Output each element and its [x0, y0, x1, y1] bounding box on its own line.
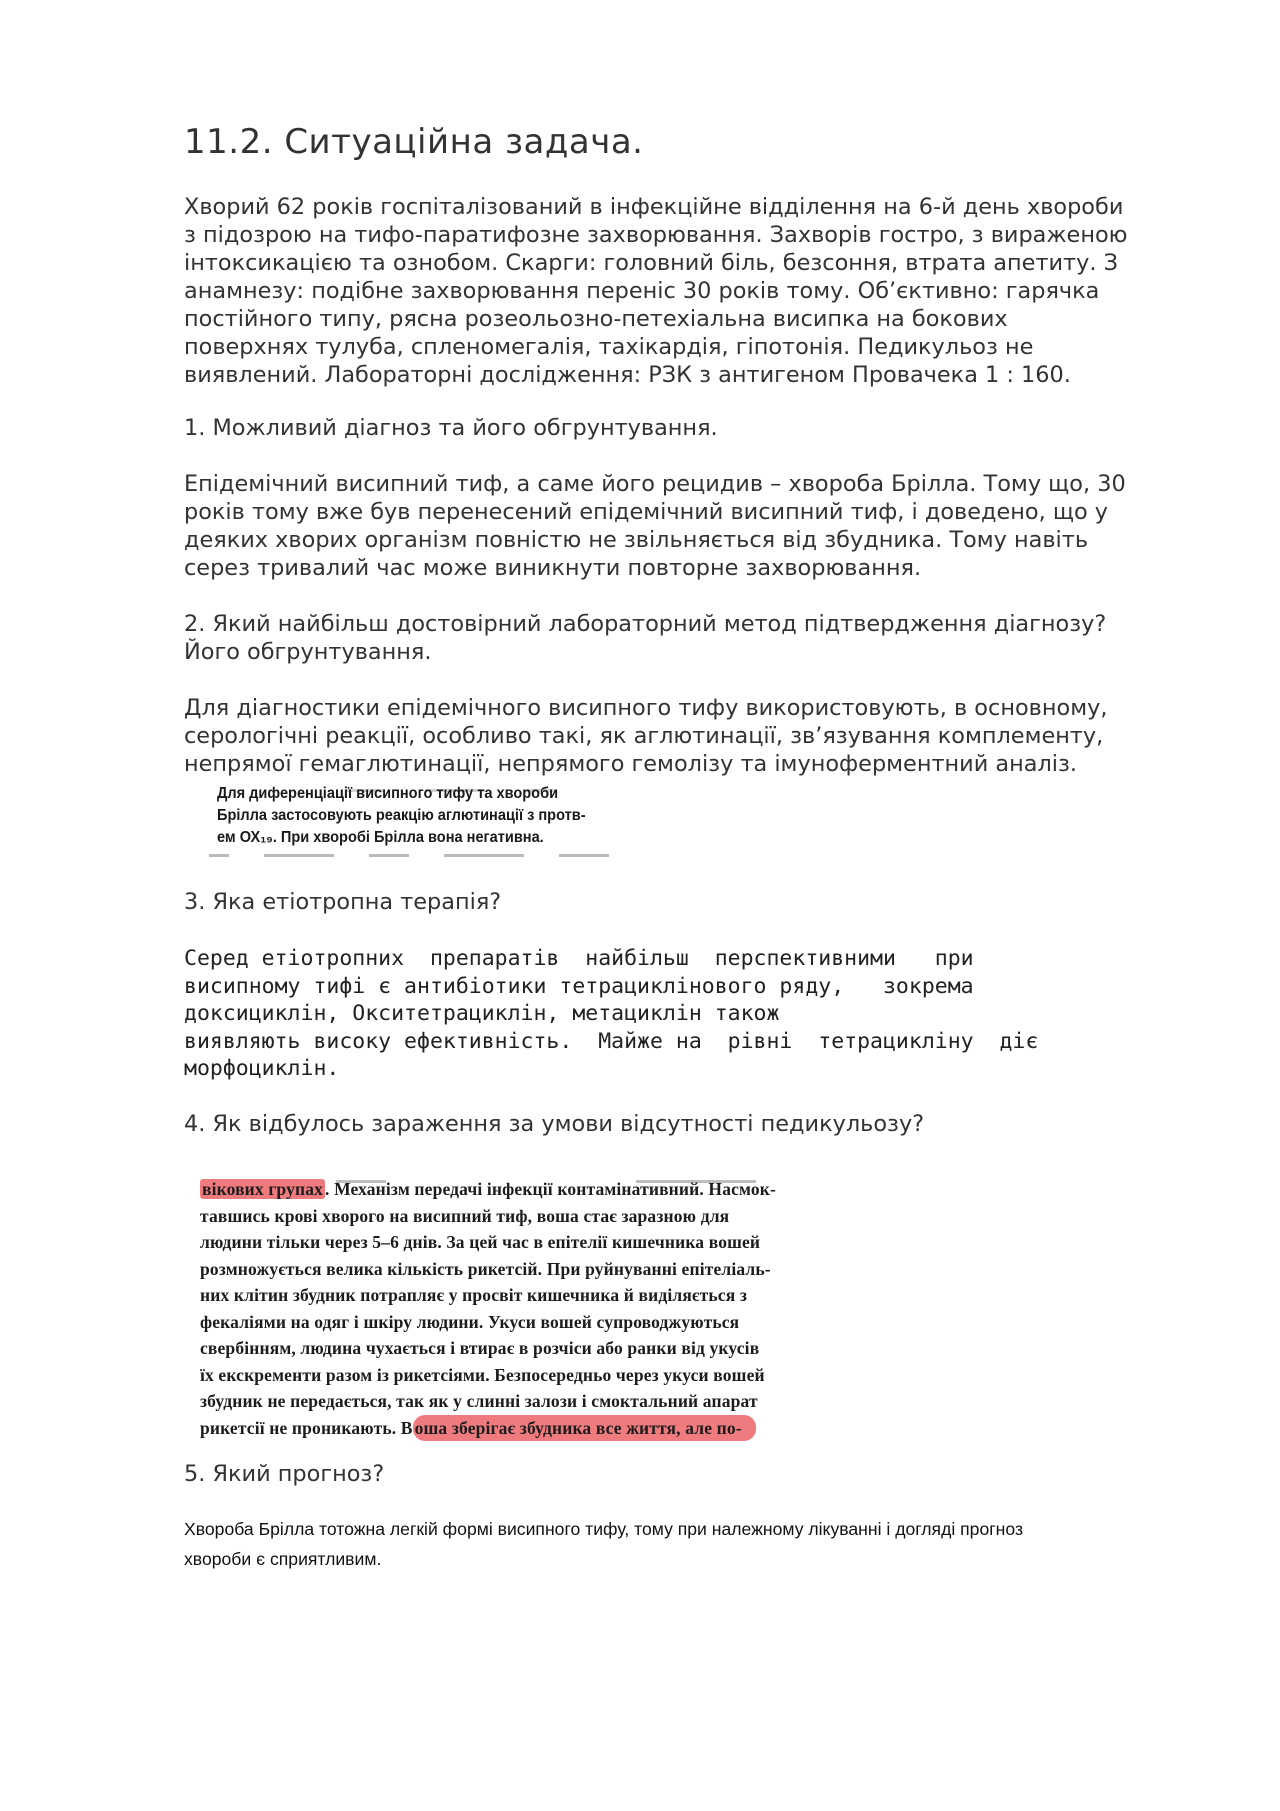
case-description: [184, 193, 1194, 389]
answer-line: серез тривалий час може виникнути повторне захворювання.: [184, 555, 922, 581]
answer-line: Епідемічний висипний тиф, а саме його рецидив – хвороба Брілла. Тому що, 30: [184, 471, 1126, 497]
scan-text: рикетсії не проникають. В: [200, 1417, 413, 1438]
case-line: постійного типу, рясна розеольозно-петехіальна висипка на бокових: [184, 306, 1008, 332]
scan-line: людини тільки через 5–6 днів. За цей час в епітелії кишечника вошей: [200, 1232, 761, 1252]
scan-line: [200, 1176, 776, 1203]
case-line: виявлений. Лабораторні дослідження: РЗК з антигеном Провачека 1 : 160.: [184, 362, 1071, 388]
scan-line: розмножується велика кількість рикетсій. При руйнуванні епітеліаль-: [200, 1258, 771, 1279]
scan-line: [200, 1415, 776, 1442]
scan-text: . Механізм передачі інфекції контамінативний. Насмок-: [325, 1179, 776, 1199]
answer-line: висипному тифі є антибіотики тетрациклінового ряду, зокрема: [184, 973, 974, 999]
answer-line: хвороби є сприятливим.: [184, 1549, 382, 1569]
page-title: 11.2. Ситуаційна задача.: [184, 122, 644, 162]
case-line: анамнезу: подібне захворювання переніс 30 років тому. Об’єктивно: гарячка: [184, 278, 1100, 304]
answer-line: деяких хворих організм повністю не звільняється від збудника. Тому навіть: [184, 527, 1089, 553]
scan-line: фекаліями на одяг і шкіру людини. Укуси вошей супроводжуються: [200, 1311, 740, 1332]
question-line: 2. Який найбільш достовірний лабораторний метод підтвердження діагнозу?: [184, 611, 1107, 637]
question-4: 4. Як відбулось зараження за умови відсутності педикульозу?: [184, 1111, 925, 1137]
scan-line: тавшись крові хворого на висипний тиф, воша стає заразною для: [200, 1205, 730, 1226]
scanned-excerpt-differentiation: [205, 779, 660, 859]
answer-3: [184, 945, 1038, 1083]
case-line: Хворий 62 років госпіталізований в інфекційне відділення на 6-й день хвороби: [184, 194, 1124, 220]
answer-1: [184, 470, 1194, 582]
answer-line: доксициклін, Окситетрациклін, метациклін також: [184, 1001, 780, 1026]
question-line: Його обгрунтування.: [184, 639, 432, 665]
answer-line: Хвороба Брілла тотожна легкій формі висипного тифу, тому при належному лікуванні і догляді прогноз: [184, 1519, 1024, 1539]
highlighted-text: оша зберігає збудника все життя, але по-: [413, 1415, 756, 1441]
case-line: поверхнях тулуба, спленомегалія, тахікардія, гіпотонія. Педикульоз не: [184, 334, 1034, 360]
case-line: з підозрою на тифо-паратифозне захворювання. Захворів гостро, з вираженою: [184, 222, 1128, 248]
answer-line: морфоциклін.: [184, 1056, 340, 1081]
question-3: 3. Яка етіотропна терапія?: [184, 889, 502, 915]
question-2: [184, 610, 1194, 666]
answer-line: років тому вже був перенесений епідемічний висипний тиф, і доведено, що у: [184, 499, 1109, 525]
scan-line: збудник не передається, так як у слинні залози і смоктальний апарат: [200, 1391, 758, 1411]
highlighted-text: вікових групах: [202, 1179, 324, 1199]
answer-5: [184, 1514, 1023, 1574]
answer-2: [184, 694, 1194, 778]
answer-line: серологічні реакції, особливо такі, як аглютинації, зв’язування комплементу,: [184, 723, 1104, 749]
question-5: 5. Який прогноз?: [184, 1461, 385, 1487]
scan-line: Для диференціації висипного тифу та хвороби: [217, 785, 559, 802]
scanned-excerpt-transmission: [196, 1170, 896, 1446]
answer-line: непрямої гемаглютинації, непрямого гемолізу та імуноферментний аналіз.: [184, 751, 1078, 777]
question-1: 1. Можливий діагноз та його обгрунтування.: [184, 415, 718, 441]
answer-line: Серед етіотропних препаратів найбільш перспективними при: [184, 946, 974, 971]
case-line: інтоксикацією та ознобом. Скарги: головний біль, безсоння, втрата апетиту. З: [184, 250, 1118, 276]
answer-line: виявляють високу ефективність. Майже на рівні тетрацикліну діє: [184, 1028, 1039, 1054]
scan-line: їх екскременти разом із рикетсіями. Безпосередньо через укуси вошей: [200, 1364, 765, 1385]
scan-artifact: [205, 854, 660, 859]
scan-line: свербінням, людина чухається і втирає в розчіси або ранки від укусів: [200, 1338, 760, 1358]
answer-line: Для діагностики епідемічного висипного тифу використовують, в основному,: [184, 695, 1108, 721]
scan-line: ем ОХ₁₉. При хворобі Брілла вона негативна.: [217, 829, 544, 846]
scan-line: них клітин збудник потрапляє у просвіт кишечника й виділяється з: [200, 1285, 748, 1305]
scan-line: Брілла застосовують реакцію аглютинації з протв-: [217, 807, 586, 824]
